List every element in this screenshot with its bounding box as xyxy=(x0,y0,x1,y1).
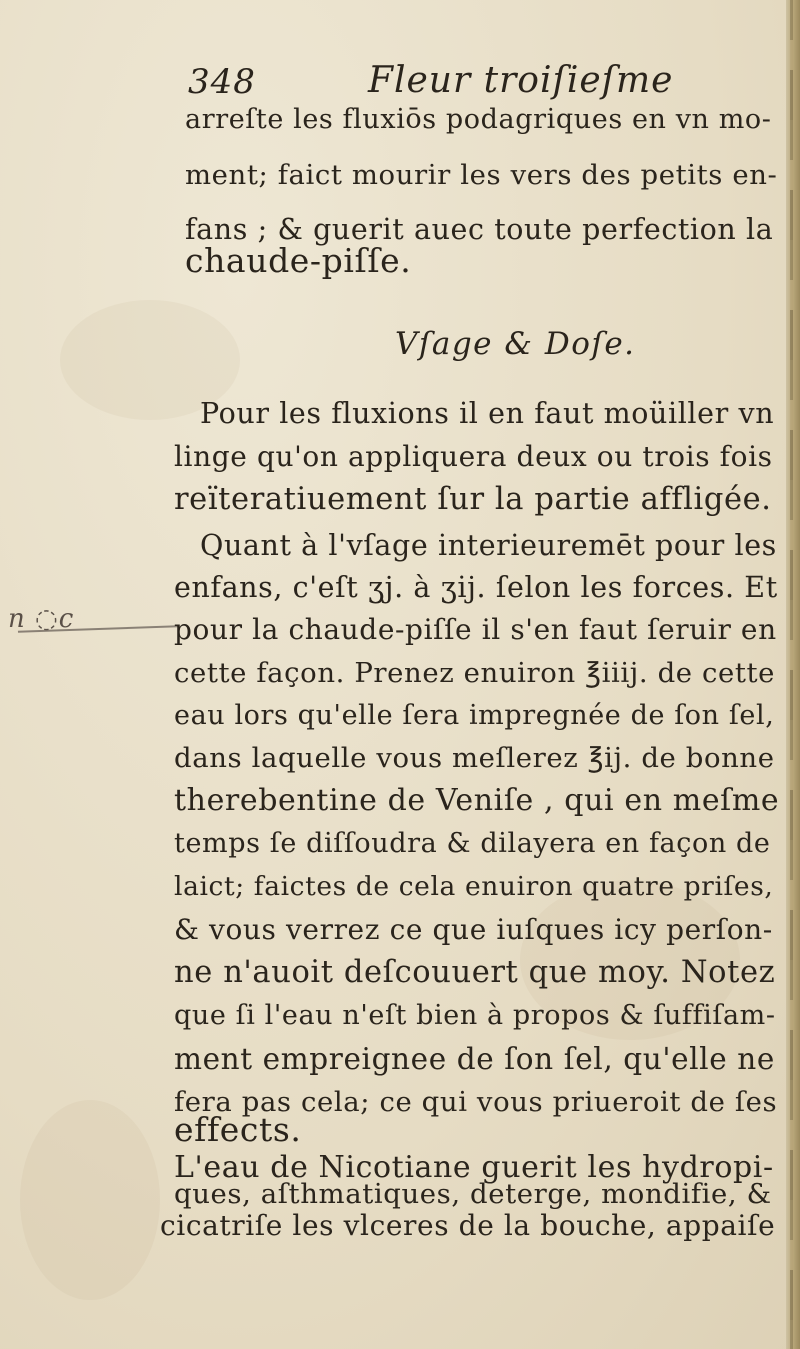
text-line: & vous verrez ce que iuſques icy perſon- xyxy=(174,913,773,946)
text-line: Pour les fluxions il en faut moüiller vn xyxy=(200,397,775,430)
text-line: L'eau de Nicotiane guerit les hydropi- xyxy=(174,1150,774,1185)
text-line: fans ; & guerit auec toute perfection la xyxy=(185,213,774,246)
page-edge xyxy=(786,0,800,1349)
text-line: pour la chaude-piſſe il s'en faut ſeruir en xyxy=(174,613,777,646)
page-number: 348 xyxy=(188,62,256,102)
text-line: chaude-piſſe. xyxy=(185,241,412,280)
text-line: ment; faict mourir les vers des petits en- xyxy=(185,159,778,191)
text-line: arreſte les fluxiōs podagriques en vn mo- xyxy=(185,104,772,135)
text-line: ne n'auoit deſcouuert que moy. Notez xyxy=(174,955,776,990)
text-line: que ſi l'eau n'eſt bien à propos & ſuffiſam- xyxy=(174,1000,776,1031)
text-line: effects. xyxy=(174,1110,302,1149)
text-line: ques, aſthmatiques, deterge, mondifie, & xyxy=(174,1178,772,1210)
text-line: dans laquelle vous meſlerez ℥ij. de bonne xyxy=(174,742,775,774)
text-line: therebentine de Veniſe , qui en meſme xyxy=(174,783,780,818)
text-line: cicatriſe les vlceres de la bouche, appaiſe xyxy=(160,1209,776,1242)
section-heading: Vſage & Doſe. xyxy=(395,326,636,362)
handwritten-margin-note: n ◌c xyxy=(8,604,75,634)
text-line: ment empreignee de ſon ſel, qu'elle ne xyxy=(174,1042,775,1076)
text-line: reïteratiuement ſur la partie affligée. xyxy=(174,482,772,517)
text-line: temps ſe diſſoudra & dilayera en façon de xyxy=(174,828,771,859)
running-head: Fleur troiſieſme xyxy=(368,60,674,101)
text-line: Quant à l'vſage interieuremēt pour les xyxy=(200,529,777,562)
paper-stain xyxy=(20,1100,160,1300)
text-line: eau lors qu'elle ſera impregnée de ſon ſel, xyxy=(174,700,775,731)
text-line: fera pas cela; ce qui vous priueroit de ſes xyxy=(174,1086,778,1118)
text-line: cette façon. Prenez enuiron ℥iiij. de cette xyxy=(174,657,776,689)
text-line: laict; faictes de cela enuiron quatre priſes, xyxy=(174,871,774,902)
text-line: enfans, c'eſt ʒj. à ʒij. ſelon les forces. Et xyxy=(174,571,778,604)
text-line: linge qu'on appliquera deux ou trois fois xyxy=(174,440,773,473)
